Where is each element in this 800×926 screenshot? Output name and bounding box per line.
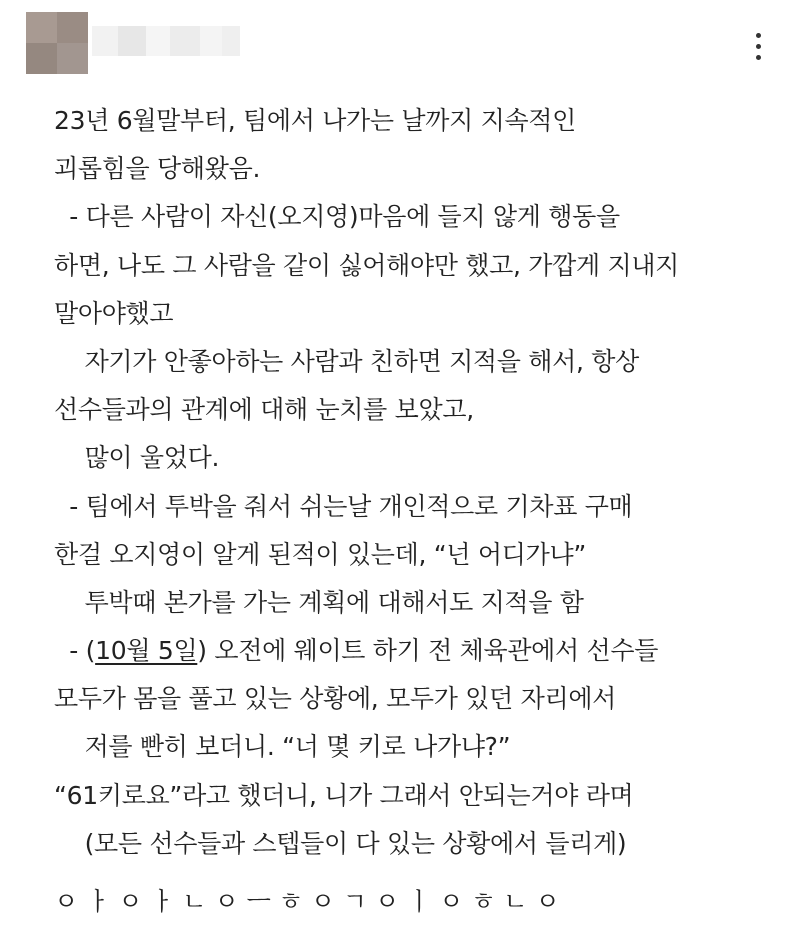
post-line: (모든 선수들과 스텝들이 다 있는 상황에서 들리게) <box>54 828 627 858</box>
post-line: 저를 빤히 보더니. “너 몇 키로 나가냐?” <box>54 732 511 762</box>
post-line: 괴롭힘을 당해왔음. <box>54 154 261 184</box>
post-line: - 팀에서 투박을 줘서 쉬는날 개인적으로 기차표 구매 <box>54 491 633 521</box>
date-link[interactable]: 10월 5일 <box>95 636 198 666</box>
author-name-blurred[interactable] <box>92 22 240 66</box>
avatar-pixel <box>26 12 57 43</box>
post-line: 자기가 안좋아하는 사람과 친하면 지적을 해서, 항상 <box>54 346 639 376</box>
post-line: 한걸 오지영이 알게 된적이 있는데, “넌 어디가냐” <box>54 539 586 569</box>
avatar[interactable] <box>26 12 88 74</box>
post-line: 하면, 나도 그 사람을 같이 싫어해야만 했고, 가깝게 지내지 <box>54 250 680 280</box>
avatar-pixel <box>26 43 57 74</box>
avatar-pixel <box>57 43 88 74</box>
post-body <box>54 97 794 868</box>
post-header <box>0 0 800 80</box>
cut-off-text: ㅇ ㅏ ㅇ ㅏ ㄴ ㅇ ㅡ ㅎ ㅇ ㄱ ㅇ ㅣ ㅇ ㅎ ㄴ ㅇ <box>54 887 560 916</box>
post-line: 많이 울었다. <box>54 443 220 473</box>
post-line: “61키로요”라고 했더니, 니가 그래서 안되는거야 라며 <box>54 780 634 810</box>
post-line: 23년 6월말부터, 팀에서 나가는 날까지 지속적인 <box>54 106 576 135</box>
post-line: 투박때 본가를 가는 계획에 대해서도 지적을 함 <box>54 587 584 617</box>
post-line: 모두가 몸을 풀고 있는 상황에, 모두가 있던 자리에서 <box>54 684 617 714</box>
line-suffix: ) 오전에 웨이트 하기 전 체육관에서 선수들 <box>197 636 659 666</box>
post-line: - 다른 사람이 자신(오지영)마음에 들지 않게 행동을 <box>54 202 620 232</box>
post-line: 선수들과의 관계에 대해 눈치를 보았고, <box>54 395 474 425</box>
cut-off-line <box>54 880 754 916</box>
avatar-pixel <box>57 12 88 43</box>
post-line: 말아야했고 <box>54 298 174 328</box>
line-prefix: - ( <box>54 636 96 666</box>
more-vertical-icon[interactable] <box>746 28 770 64</box>
post-line <box>54 627 794 675</box>
